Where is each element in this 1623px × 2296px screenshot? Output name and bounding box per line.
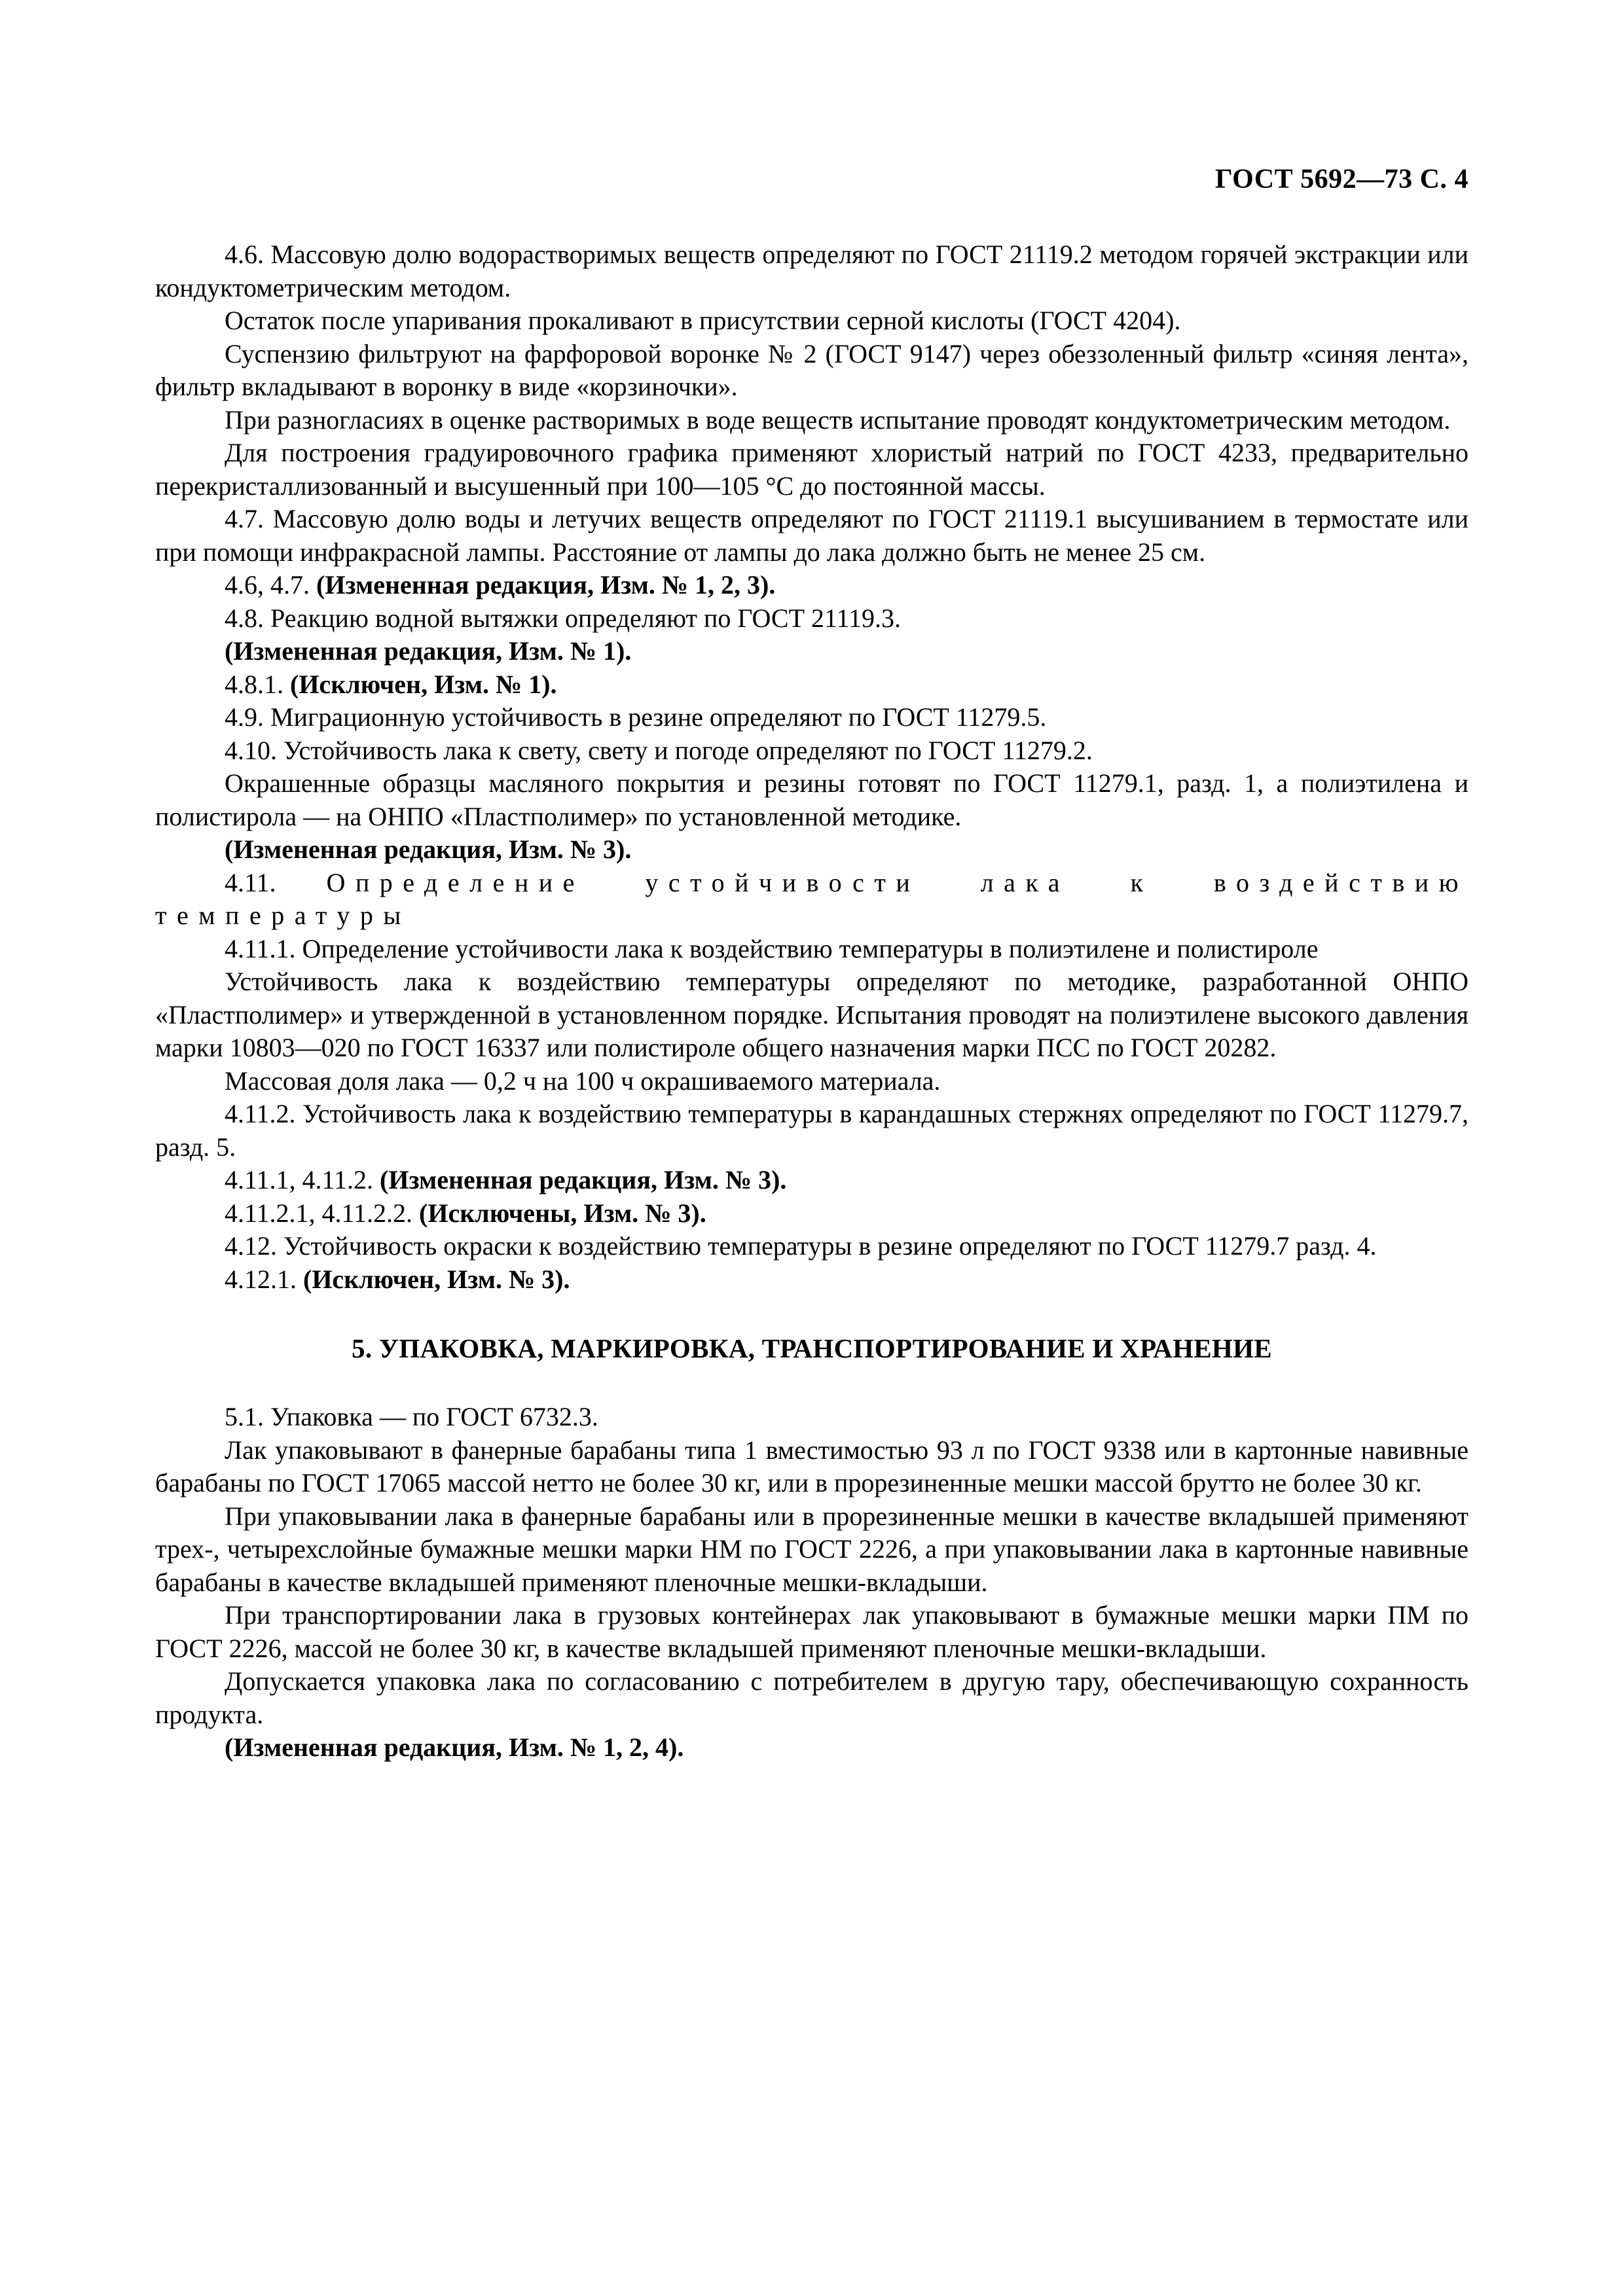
amendment-number: 4.11.1, 4.11.2. xyxy=(225,1165,380,1194)
paragraph-4-12-1 xyxy=(155,1263,1468,1297)
paragraph-4-11 xyxy=(155,867,1468,933)
paragraph-4-11-1-mass: Массовая доля лака — 0,2 ч на 100 ч окрашиваемого материала. xyxy=(225,1066,941,1096)
paragraph-4-6-suspension: Суспензию фильтруют на фарфоровой воронке № 2 (ГОСТ 9147) через обеззоленный фильтр «синяя лента», фильтр вкладывают в воронку в виде «корзиночки». xyxy=(155,338,1468,401)
paragraph-number: 4.11. xyxy=(225,867,327,897)
amendment-number: 4.6, 4.7. xyxy=(225,570,316,600)
paragraph-5-1-drums: Лак упаковывают в фанерные барабаны типа 1 вместимостью 93 л по ГОСТ 9338 или в картонные навивные барабаны по ГОСТ 17065 массой нетто не более 30 кг, или в прорезиненные мешки массой брутто не более 30 кг. xyxy=(155,1435,1468,1498)
amendment-4-6-4-7 xyxy=(155,569,1468,602)
spaced-heading: Определение устойчивости лака к воздействию температуры xyxy=(155,867,1468,930)
paragraph-5-1-containers: При транспортировании лака в грузовых контейнерах лак упаковывают в бумажные мешки марки ПМ по ГОСТ 2226, массой не более 30 кг, в качестве вкладышей применяют пленочные мешки-вкладыши. xyxy=(155,1600,1468,1663)
paragraph-4-11-1: 4.11.1. Определение устойчивости лака к воздействию температуры в полиэтилене и полистироле xyxy=(225,933,1319,963)
paragraph-4-6-calibration: Для построения градуировочного графика применяют хлористый натрий по ГОСТ 4233, предварительно перекристаллизованный и высушенный при 100—105 °С до постоянной массы. xyxy=(155,438,1468,501)
paragraph-number: 4.8.1. xyxy=(225,669,290,699)
paragraph-4-11-2-1 xyxy=(155,1197,1468,1230)
paragraph-4-11-2: 4.11.2. Устойчивость лака к воздействию температуры в карандашных стержнях определяют по ГОСТ 11279.7, разд. 5. xyxy=(155,1099,1468,1162)
paragraph-4-8-1 xyxy=(155,668,1468,702)
exclusion-text: (Исключен, Изм. № 3). xyxy=(303,1264,570,1294)
amendment-text: (Измененная редакция, Изм. № 3). xyxy=(380,1165,787,1194)
document-body xyxy=(155,238,1468,1765)
paragraph-4-8: 4.8. Реакцию водной вытяжки определяют по ГОСТ 21119.3. xyxy=(225,603,902,633)
paragraph-5-1: 5.1. Упаковка — по ГОСТ 6732.3. xyxy=(225,1402,598,1431)
paragraph-4-9: 4.9. Миграционную устойчивость в резине определяют по ГОСТ 11279.5. xyxy=(225,702,1047,732)
amendment-4-8: (Измененная редакция, Изм. № 1). xyxy=(225,636,632,666)
paragraph-number: 4.12.1. xyxy=(225,1264,303,1294)
amendment-4-11 xyxy=(155,1164,1468,1197)
amendment-text: (Измененная редакция, Изм. № 1, 2, 3). xyxy=(316,570,776,600)
section-5-title: 5. УПАКОВКА, МАРКИРОВКА, ТРАНСПОРТИРОВАНИЕ И ХРАНЕНИЕ xyxy=(352,1333,1272,1363)
exclusion-text: (Исключен, Изм. № 1). xyxy=(290,669,557,699)
paragraph-5-1-other-packaging: Допускается упаковка лака по согласованию с потребителем в другую тару, обеспечивающую сохранность продукта. xyxy=(155,1666,1468,1729)
amendment-5-1: (Измененная редакция, Изм. № 1, 2, 4). xyxy=(225,1732,684,1762)
paragraph-4-6: 4.6. Массовую долю водорастворимых веществ определяют по ГОСТ 21119.2 методом горячей экстракции или кондуктометрическим методом. xyxy=(155,240,1468,302)
paragraph-4-10-samples: Окрашенные образцы масляного покрытия и резины готовят по ГОСТ 11279.1, разд. 1, а полиэтилена и полистирола — на ОНПО «Пластполимер» по установленной методике. xyxy=(155,768,1468,831)
paragraph-5-1-liners: При упаковывании лака в фанерные барабаны или в прорезиненные мешки в качестве вкладышей применяют трех-, четырехслойные бумажные мешки марки НМ по ГОСТ 2226, а при упаковывании лака в картонные навивные барабаны в качестве вкладышей применяют пленочные мешки-вкладыши. xyxy=(155,1501,1468,1597)
paragraph-4-7: 4.7. Массовую долю воды и летучих веществ определяют по ГОСТ 21119.1 высушиванием в термостате или при помощи инфракрасной лампы. Расстояние от лампы до лака должно быть не менее 25 см. xyxy=(155,504,1468,567)
paragraph-4-12: 4.12. Устойчивость окраски к воздействию температуры в резине определяют по ГОСТ 11279.7 разд. 4. xyxy=(225,1231,1377,1261)
amendment-4-10: (Измененная редакция, Изм. № 3). xyxy=(225,834,632,864)
paragraph-4-11-1-method: Устойчивость лака к воздействию температуры определяют по методике, разработанной ОНПО «Пластполимер» и утвержденной в установленном порядке. Испытания проводят на полиэтилене высокого давления марки 10803—020 по ГОСТ 16337 или полистироле общего назначения марки ПСС по ГОСТ 20282. xyxy=(155,967,1468,1062)
paragraph-number: 4.11.2.1, 4.11.2.2. xyxy=(225,1198,420,1228)
exclusion-text: (Исключены, Изм. № 3). xyxy=(419,1198,706,1228)
page-header: ГОСТ 5692—73 С. 4 xyxy=(1214,164,1468,194)
paragraph-4-6-residue: Остаток после упаривания прокаливают в присутствии серной кислоты (ГОСТ 4204). xyxy=(225,306,1181,335)
paragraph-4-10: 4.10. Устойчивость лака к свету, свету и погоде определяют по ГОСТ 11279.2. xyxy=(225,735,1093,765)
paragraph-4-6-disputes: При разногласиях в оценке растворимых в воде веществ испытание проводят кондуктометрическим методом. xyxy=(225,404,1451,435)
